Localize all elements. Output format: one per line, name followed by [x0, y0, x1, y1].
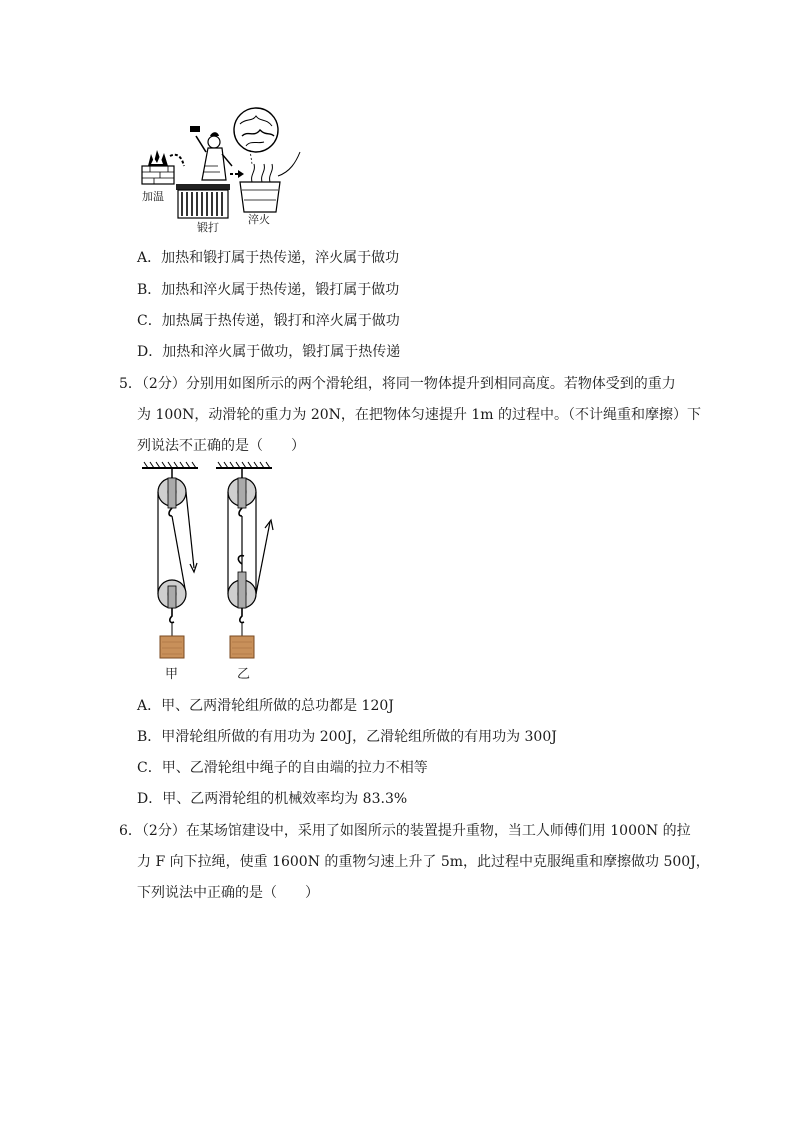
label-quench: 淬火 — [248, 213, 270, 226]
pulley-system-right — [228, 468, 273, 658]
label-yi: 乙 — [237, 667, 251, 682]
q5-option-b: B．甲滑轮组所做的有用功为 200J，乙滑轮组所做的有用功为 300J — [137, 729, 557, 745]
q4-option-a: A．加热和锻打属于热传递，淬火属于做功 — [137, 250, 400, 266]
q5-option-a: A．甲、乙两滑轮组所做的总功都是 120J — [137, 698, 394, 714]
q5-line-1: 5．（2分）分别用如图所示的两个滑轮组，将同一物体提升到相同高度。若物体受到的重力 — [119, 376, 676, 392]
magnified-view-icon — [234, 108, 278, 164]
q5-option-c: C．甲、乙滑轮组中绳子的自由端的拉力不相等 — [137, 760, 428, 776]
q5-option-d: D．甲、乙两滑轮组的机械效率均为 83.3% — [137, 791, 408, 807]
q4-option-c: C．加热属于热传递，锻打和淬火属于做功 — [137, 313, 400, 329]
pulley-system-left — [158, 468, 197, 658]
furnace-icon — [142, 150, 174, 184]
pulley-drawing — [138, 460, 288, 660]
q5-line-2: 为 100N，动滑轮的重力为 20N，在把物体匀速提升 1m 的过程中。（不计绳重和摩擦）下 — [137, 407, 702, 423]
forging-illustration — [140, 106, 310, 236]
q6-line-3: 下列说法中正确的是（ ） — [137, 885, 319, 901]
ceiling-left-icon — [142, 462, 198, 468]
label-jia: 甲 — [165, 667, 179, 682]
q4-option-d: D．加热和淬火属于做功，锻打属于热传递 — [137, 344, 401, 360]
smith-figure-icon — [190, 126, 232, 180]
label-heat: 加温 — [142, 190, 164, 203]
pulley-figure — [138, 460, 288, 660]
anvil-icon — [176, 184, 230, 218]
quench-tub-icon — [240, 152, 300, 212]
ceiling-right-icon — [216, 462, 272, 468]
q5-line-3: 列说法不正确的是（ ） — [137, 438, 305, 454]
forging-drawing — [140, 106, 310, 236]
q6-line-2: 力 F 向下拉绳，使重 1600N 的重物匀速上升了 5m，此过程中克服绳重和摩擦做功 500J， — [137, 854, 710, 870]
q4-option-b: B．加热和淬火属于热传递，锻打属于做功 — [137, 282, 400, 298]
q6-line-1: 6．（2分）在某场馆建设中，采用了如图所示的装置提升重物，当工人师傅们用 1000N 的拉 — [119, 823, 691, 839]
label-forge: 锻打 — [197, 221, 219, 234]
